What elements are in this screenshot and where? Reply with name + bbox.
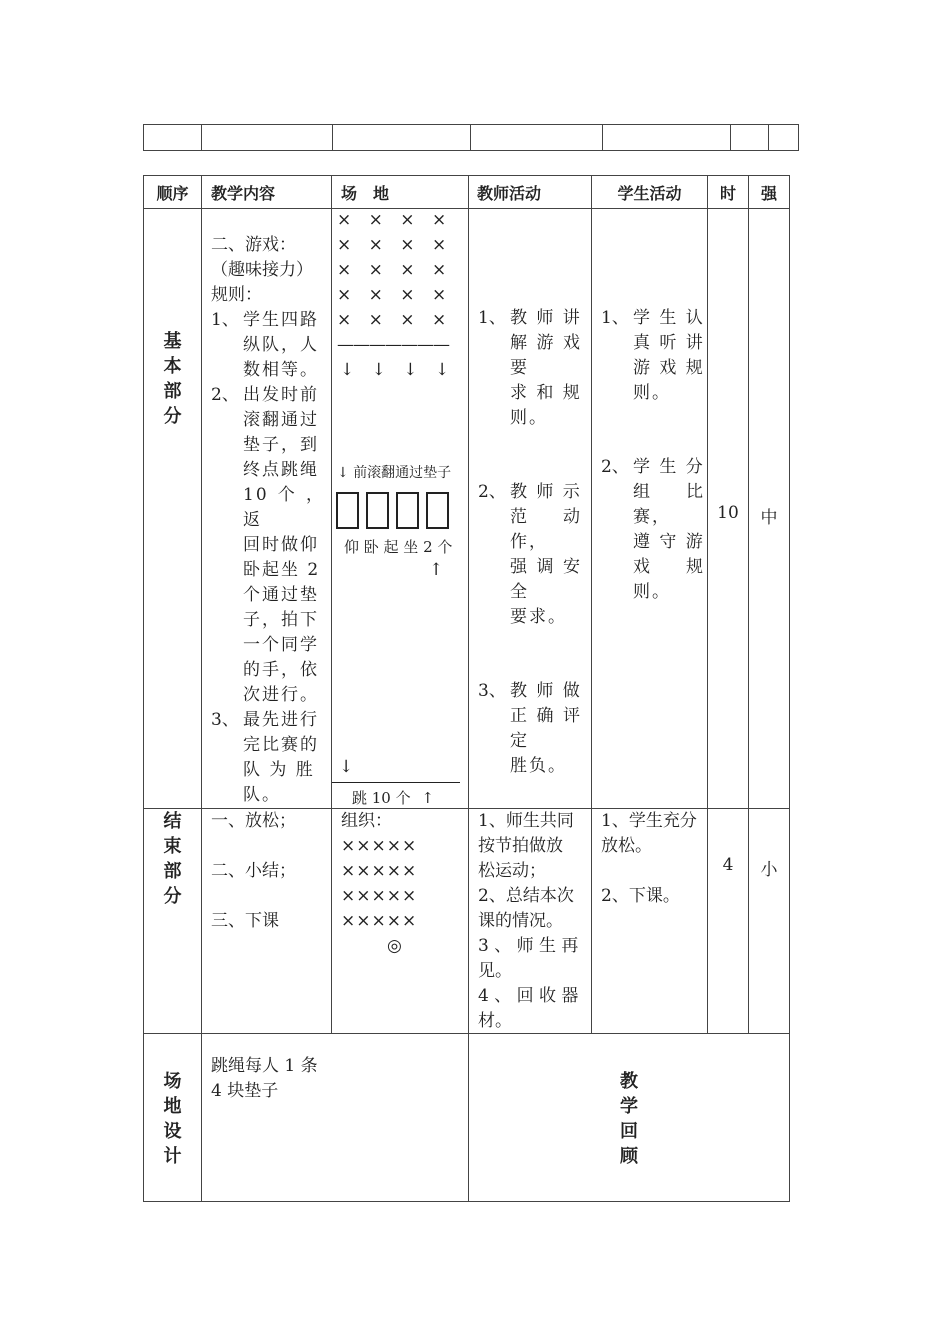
arrow-row: ↓ ↓ ↓ ↓	[340, 360, 450, 380]
end-content: 一、放松； 二、小结； 三、下课	[202, 809, 332, 1034]
teacher-item: 1、 教 师 讲 解游戏要 求 和 规 则。	[478, 308, 582, 428]
basic-intensity: 中	[749, 209, 790, 809]
down-arrow-icon: ↓	[337, 465, 349, 481]
mat	[426, 492, 449, 529]
end-section-label: 结 束 部 分	[144, 809, 202, 1034]
mat	[336, 492, 359, 529]
formation-row: × × × ×	[337, 235, 453, 255]
down-arrow-icon: ↓	[339, 757, 354, 777]
col-teacher: 教师活动	[469, 176, 592, 209]
rule-item: 2、 出发时前 滚翻通过 垫子，到 终点跳绳 10个，返 回时做仰 卧起坐 2 个通过垫 子，拍下 一个同学 的手，依 次进行。	[211, 385, 325, 705]
col-student: 学生活动	[592, 176, 708, 209]
rules-label: 规则：	[211, 285, 262, 305]
basic-content	[202, 209, 332, 809]
formation-row: × × × ×	[337, 210, 453, 230]
roll-label: 前滚翻通过垫子	[353, 465, 452, 481]
end-time: 4	[708, 809, 749, 1034]
rule-item: 1、 学生四路 纵队，人 数相等。	[211, 310, 319, 380]
formation-row: ×××××	[341, 836, 418, 856]
student-item: 2、 学 生 分 组比赛， 遵 守 游 戏规则。	[601, 457, 705, 602]
formation-row: ×××××	[341, 911, 418, 931]
jump-label: 跳 10 个	[352, 789, 411, 807]
basic-part-row	[144, 209, 790, 809]
col-intensity: 强	[749, 176, 790, 209]
footer-row	[144, 1034, 790, 1202]
col-content: 教学内容	[202, 176, 332, 209]
game-name: （趣味接力）	[211, 260, 313, 280]
end-field: 组织： ××××× ××××× ××××× ××××× ◎	[332, 809, 469, 1034]
formation-row: × × × ×	[337, 285, 453, 305]
basic-teacher-activity	[469, 209, 592, 809]
formation-row: × × × ×	[337, 310, 453, 330]
top-blank-row	[143, 124, 799, 151]
situp-label: 仰 卧 起 坐 2 个	[344, 538, 453, 556]
lesson-table	[143, 175, 790, 1202]
equipment-cell: 跳绳每人 1 条 4 块垫子	[202, 1034, 469, 1202]
teacher-position-icon: ◎	[387, 936, 402, 956]
end-intensity: 小	[749, 809, 790, 1034]
site-design-label: 场 地 设 计	[144, 1034, 202, 1202]
finish-line	[332, 782, 460, 783]
basic-time: 10	[708, 209, 749, 809]
rule-item: 3、 最先进行 完比赛的 队 为 胜 队。	[211, 710, 319, 805]
col-field: 场 地	[332, 176, 469, 209]
header-row	[144, 176, 790, 209]
end-part-row	[144, 809, 790, 1034]
up-arrow-icon: ↑	[429, 560, 444, 580]
teaching-review-cell: 教 学 回 顾	[469, 1034, 790, 1202]
end-teacher-activity: 1、师生共同 按节拍做放 松运动； 2、总结本次 课的情况。 3 、 师 生 再 见。 4 、 回 收 器 材。	[469, 809, 592, 1034]
col-time: 时	[708, 176, 749, 209]
basic-section-label: 基 本 部 分	[144, 209, 202, 809]
col-order: 顺序	[144, 176, 202, 209]
teacher-item: 3、 教 师 做 正确评定 胜负。	[478, 681, 582, 776]
end-student-activity: 1、学生充分 放松。 2、下课。	[592, 809, 708, 1034]
formation-row: ×××××	[341, 861, 418, 881]
game-title: 二、游戏：	[211, 235, 296, 255]
mat	[366, 492, 389, 529]
teacher-item: 2、 教 师 示 范动作， 强调安全 要求。	[478, 482, 582, 627]
basic-field-diagram	[332, 209, 469, 809]
formation-row: ×××××	[341, 886, 418, 906]
basic-student-activity	[592, 209, 708, 809]
formation-row: × × × ×	[337, 260, 453, 280]
mat	[396, 492, 419, 529]
mats	[336, 492, 456, 530]
student-item: 1、 学 生 认 真 听 讲 游 戏 规 则。	[601, 308, 705, 403]
up-arrow-icon: ↑	[421, 789, 434, 807]
start-line: ———————	[337, 335, 449, 355]
